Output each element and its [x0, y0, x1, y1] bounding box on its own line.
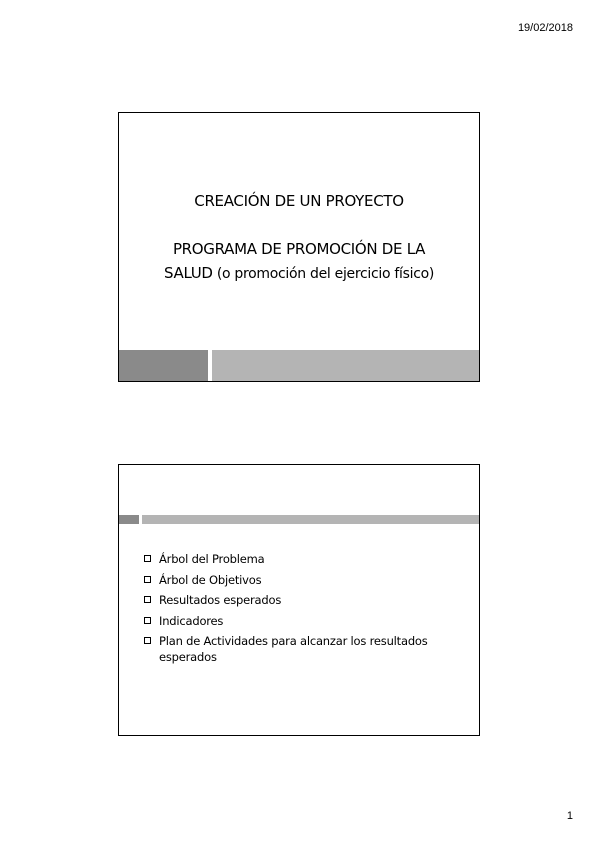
list-item: [143, 592, 461, 608]
subtitle-line-2-rest: (o promoción del ejercicio físico): [212, 266, 435, 282]
slide-title: CREACIÓN DE UN PROYECTO: [194, 192, 404, 210]
list-item: [143, 613, 461, 629]
header-bar-light: [142, 515, 479, 524]
footer-bar-light: [212, 350, 479, 381]
square-bullet-icon: [144, 617, 151, 624]
slide-1-title-block: [119, 189, 479, 286]
square-bullet-icon: [144, 555, 151, 562]
square-bullet-icon: [144, 576, 151, 583]
square-bullet-icon: [144, 637, 151, 644]
subtitle-line-2-main: SALUD: [163, 264, 213, 282]
list-item-label: Árbol de Objetivos: [159, 572, 262, 587]
list-item: [143, 633, 461, 665]
footer-bar-dark: [119, 350, 208, 381]
page-date: 19/02/2018: [517, 22, 573, 34]
list-item-label: Plan de Actividades para alcanzar los resultados esperados: [159, 634, 428, 664]
subtitle-line-1: PROGRAMA DE PROMOCIÓN DE LA: [172, 240, 426, 258]
slide-2: [118, 464, 480, 736]
subtitle-line-2: [119, 261, 479, 286]
list-item-label: Árbol del Problema: [159, 552, 265, 566]
header-bar-dark: [119, 515, 139, 524]
bullet-list: [143, 551, 461, 670]
slide-subtitle: [119, 237, 479, 286]
list-item: [143, 551, 461, 567]
square-bullet-icon: [144, 596, 151, 603]
list-item: [143, 572, 461, 588]
slide-1: [118, 112, 480, 382]
list-item-label: Resultados esperados: [159, 593, 282, 607]
list-item-label: Indicadores: [159, 613, 224, 628]
page-number: 1: [566, 810, 573, 822]
